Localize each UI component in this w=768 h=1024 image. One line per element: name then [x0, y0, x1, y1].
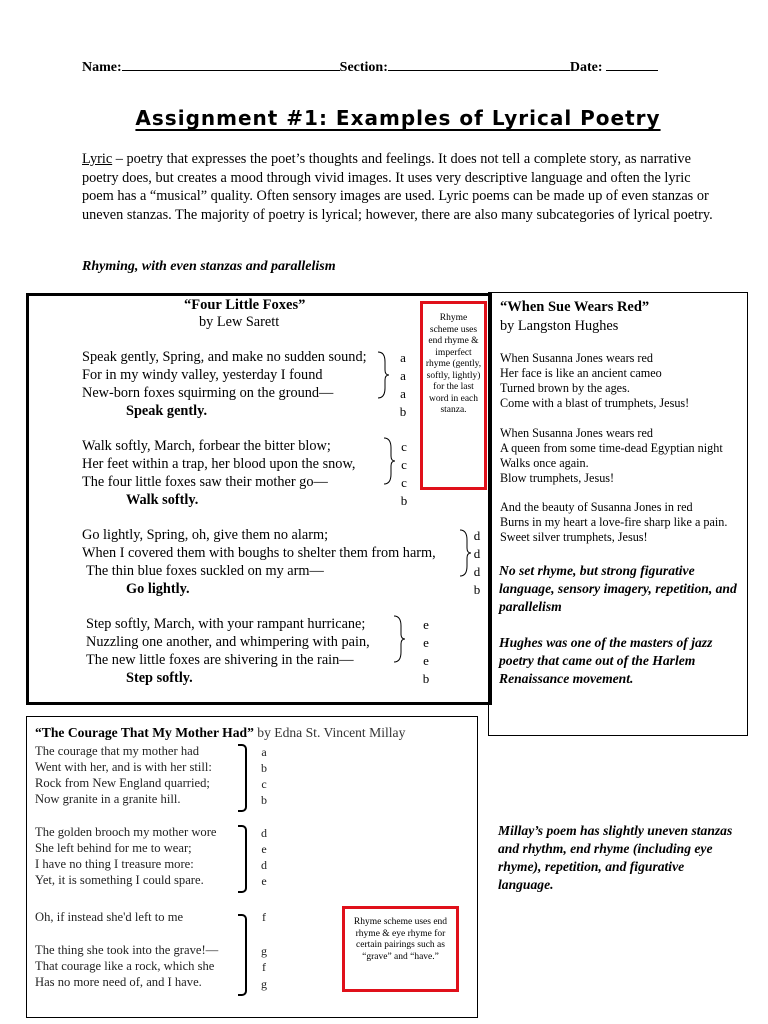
mother-author: by Edna St. Vincent Millay	[253, 725, 406, 740]
poem-line: Has no more need of, and I have.	[35, 975, 202, 989]
poem-line: Walks once again.	[500, 456, 589, 470]
section-subheading: Rhyming, with even stanzas and parallelism	[82, 259, 336, 274]
poem-line: The golden brooch my mother wore	[35, 825, 217, 839]
scheme-letter: e	[423, 617, 429, 632]
bracket-icon	[238, 825, 247, 893]
scheme-letter: d	[261, 858, 267, 872]
scheme-letter: g	[261, 977, 267, 991]
date-label: Date:	[569, 60, 603, 75]
poem-line: The thin blue foxes suckled on my arm—	[86, 563, 324, 579]
poem-line: Went with her, and is with her still:	[35, 760, 212, 774]
poem-line: Her feet within a trap, her blood upon the snow,	[82, 456, 356, 472]
sue-analysis-note: No set rhyme, but strong figurative language, sensory imagery, repetition, and parallelism	[499, 563, 737, 614]
name-blank[interactable]	[122, 58, 340, 71]
poem-line: Nuzzling one another, and whimpering with pain,	[86, 634, 370, 650]
poem-line: Now granite in a granite hill.	[35, 792, 181, 806]
scheme-letter: a	[400, 386, 406, 401]
poem-line: Her face is like an ancient cameo	[500, 366, 662, 380]
poem-refrain: Go lightly.	[126, 581, 190, 597]
poem-line: The four little foxes saw their mother go—	[82, 474, 328, 490]
scheme-letter: b	[473, 582, 481, 597]
foxes-rhyme-note: Rhyme scheme uses end rhyme & imperfect rhyme (gently, softly, lightly) for the last word in each stanza.	[425, 313, 482, 415]
scheme-letter: g	[261, 944, 267, 958]
poem-refrain: Speak gently.	[126, 403, 208, 419]
scheme-letter: e	[261, 842, 267, 856]
poem-line: When Susanna Jones wears red	[500, 351, 653, 365]
scheme-letter: a	[261, 745, 267, 759]
scheme-letter: d	[261, 826, 267, 840]
scheme-letter: b	[261, 793, 267, 807]
scheme-letter: c	[401, 439, 407, 454]
scheme-letter: a	[400, 368, 406, 383]
hughes-note: Hughes was one of the masters of jazz poetry that came out of the Harlem Renaissance movement.	[499, 635, 713, 686]
poem-line: The courage that my mother had	[35, 744, 200, 758]
scheme-letter: e	[423, 653, 429, 668]
scheme-letter: f	[262, 960, 266, 974]
scheme-letter: e	[423, 635, 429, 650]
scheme-letter: f	[262, 910, 266, 924]
poem-line: For in my windy valley, yesterday I found	[82, 367, 323, 383]
poem-line: The thing she took into the grave!—	[35, 943, 219, 957]
bracket-icon	[238, 914, 247, 996]
scheme-letter: b	[399, 404, 407, 419]
poem-line: And the beauty of Susanna Jones in red	[500, 500, 693, 514]
scheme-letter: d	[473, 546, 481, 561]
brace-icon	[392, 614, 406, 664]
poem-line: When I covered them with boughs to shelter them from harm,	[82, 545, 436, 561]
scheme-letter: e	[261, 874, 267, 888]
sue-author: by Langston Hughes	[500, 318, 619, 334]
mother-title: “The Courage That My Mother Had”	[35, 725, 254, 740]
poem-line: Come with a blast of trumphets, Jesus!	[500, 396, 690, 410]
poem-line: I have no thing I treasure more:	[35, 857, 194, 871]
poem-line: Speak gently, Spring, and make no sudden sound;	[82, 349, 367, 365]
date-blank[interactable]	[606, 58, 658, 71]
millay-note: Millay’s poem has slightly uneven stanzas and rhythm, end rhyme (including eye rhyme), repetition, and figurative language.	[498, 823, 733, 892]
poem-line: That courage like a rock, which she	[35, 959, 215, 973]
poem-line: Sweet silver trumphets, Jesus!	[500, 530, 648, 544]
brace-icon	[376, 350, 390, 400]
scheme-letter: c	[401, 475, 407, 490]
header-line	[82, 58, 682, 76]
poem-line: A queen from some time-dead Egyptian night	[500, 441, 723, 455]
poem-line: When Susanna Jones wears red	[500, 426, 653, 440]
poem-line: She left behind for me to wear;	[35, 841, 192, 855]
scheme-letter: c	[261, 777, 267, 791]
sue-title: “When Sue Wears Red”	[500, 299, 650, 315]
section-blank[interactable]	[388, 58, 570, 71]
poem-line: Turned brown by the ages.	[500, 381, 630, 395]
scheme-letter: d	[473, 528, 481, 543]
mother-heading	[35, 725, 405, 741]
scheme-letter: d	[473, 564, 481, 579]
scheme-letter: a	[400, 350, 406, 365]
page-title: Assignment #1: Examples of Lyrical Poetry	[135, 106, 661, 130]
scheme-letter: c	[401, 457, 407, 472]
mother-rhyme-note-box	[342, 906, 459, 992]
poem-line: New-born foxes squirming on the ground—	[82, 385, 334, 401]
intro-text: – poetry that expresses the poet’s thoughts and feelings. It does not tell a complete story, as narrative poetry does, but creates a mood through vivid images. It uses very descriptive language and often the lyric poem has a “musical” quality. Often sensory images are used. Lyric poems can be made up of even stanzas or uneven stanzas. The majority of poetry is lyrical; however, there are also many subcategories of lyrical poetry.	[82, 151, 713, 223]
poem-line: Oh, if instead she'd left to me	[35, 910, 184, 924]
scheme-letter: b	[422, 671, 430, 686]
section-label: Section:	[339, 60, 388, 75]
foxes-title: “Four Little Foxes”	[184, 297, 306, 313]
lyric-term: Lyric	[82, 151, 113, 167]
bracket-icon	[238, 744, 247, 812]
brace-icon	[382, 436, 396, 486]
name-label: Name:	[82, 60, 122, 75]
poem-line: Burns in my heart a love-fire sharp like a pain.	[500, 515, 728, 529]
poem-refrain: Step softly.	[126, 670, 193, 686]
mother-rhyme-note: Rhyme scheme uses end rhyme & eye rhyme for certain pairings such as “grave” and “have.”	[353, 917, 448, 962]
poem-line: Go lightly, Spring, oh, give them no alarm;	[82, 527, 329, 543]
foxes-author: by Lew Sarett	[199, 314, 280, 330]
poem-line: Blow trumphets, Jesus!	[500, 471, 615, 485]
poem-refrain: Walk softly.	[126, 492, 199, 508]
poem-line: Step softly, March, with your rampant hurricane;	[86, 616, 366, 632]
scheme-letter: b	[261, 761, 267, 775]
poem-line: The new little foxes are shivering in the rain—	[86, 652, 354, 668]
poem-line: Walk softly, March, forbear the bitter blow;	[82, 438, 331, 454]
foxes-rhyme-note-box	[420, 301, 487, 490]
scheme-letter: b	[400, 493, 408, 508]
poem-line: Yet, it is something I could spare.	[35, 873, 204, 887]
intro-paragraph	[82, 150, 722, 224]
poem-line: Rock from New England quarried;	[35, 776, 210, 790]
